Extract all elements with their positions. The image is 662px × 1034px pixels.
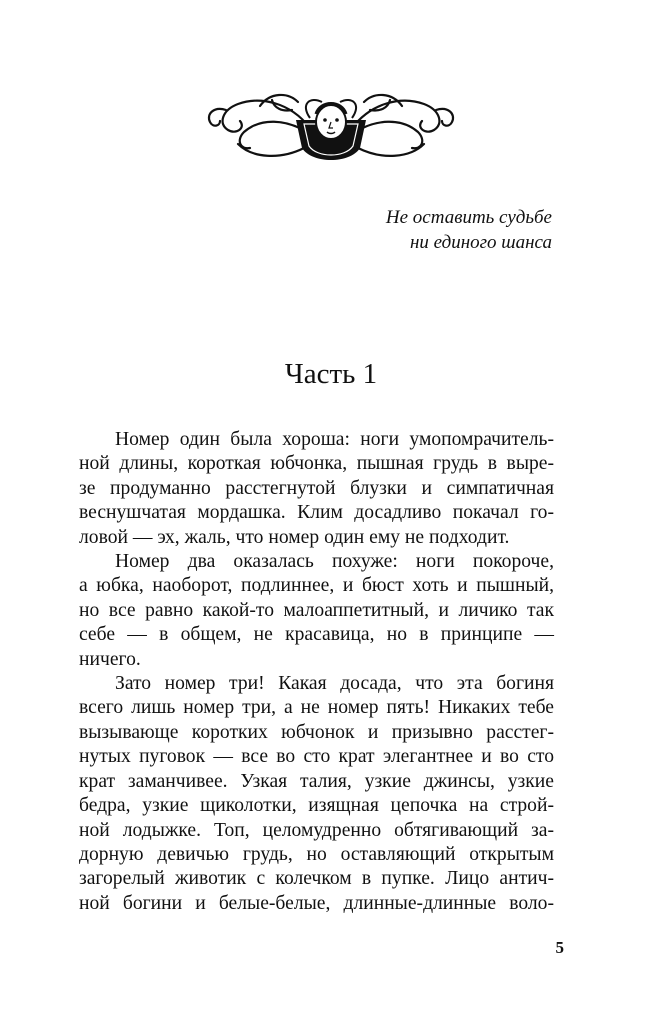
text-line: крат заманчивее. Узкая талия, узкие джинсы, узкие bbox=[79, 770, 554, 792]
text-line: нутых пуговок — все во сто крат элегантнее и во сто bbox=[79, 746, 554, 768]
text-line: себе — в общем, не красавица, но в принципе — bbox=[79, 624, 554, 646]
page-number: 5 bbox=[555, 938, 564, 957]
text-line: ной богини и белые-белые, длинные-длинные воло- bbox=[79, 892, 554, 914]
body-text bbox=[79, 428, 554, 916]
text-line: ловой — эх, жаль, что номер один ему не подходит. bbox=[79, 526, 510, 548]
paragraph bbox=[79, 428, 554, 550]
text-line: всего лишь номер три, а не номер пять! Никаких тебе bbox=[79, 697, 554, 719]
epigraph-line: ни единого шанса bbox=[409, 232, 552, 253]
text-line: вызывающе коротких юбчонок и призывно расстег- bbox=[79, 721, 554, 743]
text-line: дорную девичью грудь, но оставляющий открытым bbox=[79, 843, 554, 865]
text-line: но все равно какой-то малоаппетитный, и личико так bbox=[79, 599, 554, 621]
text-line: Номер два оказалась похуже: ноги покороче, bbox=[115, 551, 554, 573]
text-line: ной длины, короткая юбчонка, пышная грудь в выре- bbox=[79, 453, 554, 475]
epigraph-line: Не оставить судьбе bbox=[385, 207, 552, 228]
text-line: Номер один была хороша: ноги умопомрачитель- bbox=[115, 429, 554, 450]
text-line: зе продуманно расстегнутой блузки и симпатичная bbox=[79, 477, 554, 499]
cherub-scroll-ornament-icon bbox=[200, 88, 462, 168]
paragraph bbox=[79, 672, 554, 916]
text-line: ной лодыжке. Топ, целомудренно обтягивающий за- bbox=[79, 819, 554, 841]
text-line: ничего. bbox=[79, 648, 141, 670]
text-line: загорелый животик с колечком в пупке. Лицо антич- bbox=[79, 868, 554, 890]
text-line: а юбка, наоборот, подлиннее, и бюст хоть и пышный, bbox=[79, 575, 554, 597]
text-line: Зато номер три! Какая досада, что эта богиня bbox=[115, 673, 554, 695]
text-line: бедра, узкие щиколотки, изящная цепочка на строй- bbox=[79, 795, 554, 817]
epigraph bbox=[386, 205, 552, 255]
chapter-title: Часть 1 bbox=[284, 358, 378, 390]
paragraph bbox=[79, 550, 554, 672]
text-line: веснушчатая мордашка. Клим досадливо покачал го- bbox=[79, 502, 554, 524]
